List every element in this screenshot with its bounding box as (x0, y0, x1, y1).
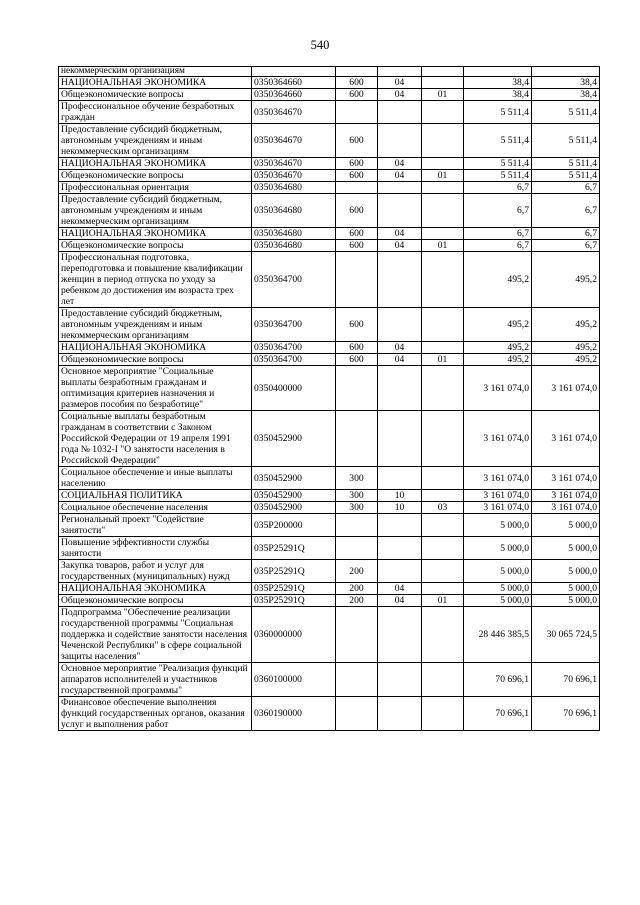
table-row (59, 252, 600, 308)
budget-table (58, 66, 600, 731)
row-sum-second-year-cell: 38,4 (532, 77, 600, 89)
row-sum-first-year-cell: 3 161 074,0 (464, 490, 532, 502)
row-name-cell: Общеэкономические вопросы (59, 354, 252, 366)
row-subsection-cell (422, 537, 464, 560)
row-expense-type-cell: 600 (336, 89, 378, 101)
row-name-cell: некоммерческим организациям (59, 67, 252, 77)
table-row (59, 583, 600, 595)
table-row (59, 158, 600, 170)
row-section-cell: 04 (378, 89, 422, 101)
row-section-cell: 10 (378, 502, 422, 514)
row-name-cell: Предоставление субсидий бюджетным, автономным учреждениям и иным некоммерческим организациям (59, 308, 252, 342)
row-expense-type-cell: 600 (336, 158, 378, 170)
row-sum-second-year-cell: 3 161 074,0 (532, 490, 600, 502)
row-section-cell (378, 366, 422, 411)
row-section-cell (378, 252, 422, 308)
row-sum-second-year-cell: 5 000,0 (532, 537, 600, 560)
row-sum-second-year-cell: 3 161 074,0 (532, 411, 600, 467)
row-sum-second-year-cell: 5 511,4 (532, 158, 600, 170)
table-row (59, 308, 600, 342)
row-name-cell: НАЦИОНАЛЬНАЯ ЭКОНОМИКА (59, 583, 252, 595)
row-sum-second-year-cell: 5 000,0 (532, 560, 600, 583)
row-code-cell: 0350400000 (252, 366, 336, 411)
row-sum-first-year-cell: 6,7 (464, 182, 532, 194)
table-row (59, 467, 600, 490)
row-name-cell: НАЦИОНАЛЬНАЯ ЭКОНОМИКА (59, 158, 252, 170)
row-code-cell: 0350364680 (252, 240, 336, 252)
row-sum-first-year-cell: 5 000,0 (464, 514, 532, 537)
row-expense-type-cell (336, 697, 378, 731)
row-expense-type-cell: 200 (336, 560, 378, 583)
row-expense-type-cell: 600 (336, 170, 378, 182)
row-section-cell: 04 (378, 354, 422, 366)
row-sum-second-year-cell: 5 000,0 (532, 595, 600, 607)
row-subsection-cell (422, 514, 464, 537)
row-sum-second-year-cell: 6,7 (532, 194, 600, 228)
row-expense-type-cell: 300 (336, 502, 378, 514)
table-row (59, 595, 600, 607)
row-code-cell: 0350364660 (252, 89, 336, 101)
row-name-cell: НАЦИОНАЛЬНАЯ ЭКОНОМИКА (59, 342, 252, 354)
row-sum-second-year-cell: 38,4 (532, 89, 600, 101)
row-section-cell (378, 308, 422, 342)
row-sum-first-year-cell: 38,4 (464, 77, 532, 89)
row-code-cell: 0350364700 (252, 342, 336, 354)
row-code-cell: 035P25291Q (252, 583, 336, 595)
row-section-cell: 04 (378, 228, 422, 240)
row-sum-second-year-cell: 495,2 (532, 252, 600, 308)
row-name-cell: Региональный проект "Содействие занятости" (59, 514, 252, 537)
row-sum-first-year-cell: 5 511,4 (464, 124, 532, 158)
row-code-cell (252, 67, 336, 77)
row-sum-second-year-cell: 5 511,4 (532, 124, 600, 158)
row-subsection-cell: 01 (422, 595, 464, 607)
row-section-cell (378, 101, 422, 124)
row-expense-type-cell: 600 (336, 342, 378, 354)
row-expense-type-cell: 300 (336, 490, 378, 502)
row-sum-second-year-cell: 495,2 (532, 308, 600, 342)
row-sum-first-year-cell: 5 000,0 (464, 595, 532, 607)
row-subsection-cell: 01 (422, 354, 464, 366)
table-row (59, 354, 600, 366)
table-row (59, 663, 600, 697)
row-subsection-cell (422, 467, 464, 490)
table-row (59, 77, 600, 89)
row-expense-type-cell: 600 (336, 240, 378, 252)
row-subsection-cell (422, 228, 464, 240)
table-row (59, 228, 600, 240)
row-subsection-cell (422, 194, 464, 228)
row-expense-type-cell (336, 607, 378, 663)
row-code-cell: 035P200000 (252, 514, 336, 537)
row-name-cell: НАЦИОНАЛЬНАЯ ЭКОНОМИКА (59, 228, 252, 240)
row-subsection-cell (422, 77, 464, 89)
row-sum-first-year-cell: 495,2 (464, 308, 532, 342)
row-expense-type-cell: 600 (336, 308, 378, 342)
row-sum-second-year-cell: 3 161 074,0 (532, 467, 600, 490)
row-expense-type-cell: 600 (336, 228, 378, 240)
row-sum-second-year-cell: 3 161 074,0 (532, 366, 600, 411)
row-subsection-cell (422, 101, 464, 124)
row-sum-first-year-cell: 495,2 (464, 342, 532, 354)
row-sum-second-year-cell (532, 67, 600, 77)
row-expense-type-cell: 600 (336, 77, 378, 89)
row-sum-first-year-cell: 6,7 (464, 240, 532, 252)
row-code-cell: 035P25291Q (252, 560, 336, 583)
row-expense-type-cell (336, 252, 378, 308)
table-row (59, 182, 600, 194)
row-section-cell (378, 124, 422, 158)
row-sum-first-year-cell: 3 161 074,0 (464, 411, 532, 467)
row-sum-second-year-cell: 70 696,1 (532, 697, 600, 731)
row-sum-second-year-cell: 495,2 (532, 342, 600, 354)
row-section-cell (378, 467, 422, 490)
row-expense-type-cell (336, 663, 378, 697)
row-expense-type-cell (336, 67, 378, 77)
row-sum-second-year-cell: 3 161 074,0 (532, 502, 600, 514)
row-subsection-cell (422, 67, 464, 77)
row-sum-first-year-cell (464, 67, 532, 77)
row-subsection-cell: 01 (422, 89, 464, 101)
row-code-cell: 0350364700 (252, 354, 336, 366)
row-subsection-cell: 01 (422, 170, 464, 182)
table-row (59, 697, 600, 731)
table-row (59, 490, 600, 502)
table-row (59, 514, 600, 537)
table-row (59, 240, 600, 252)
row-code-cell: 0350364700 (252, 252, 336, 308)
row-sum-first-year-cell: 495,2 (464, 354, 532, 366)
row-subsection-cell (422, 663, 464, 697)
row-subsection-cell (422, 342, 464, 354)
row-code-cell: 0350364670 (252, 124, 336, 158)
row-section-cell: 04 (378, 583, 422, 595)
row-subsection-cell (422, 697, 464, 731)
row-subsection-cell (422, 308, 464, 342)
row-section-cell: 04 (378, 240, 422, 252)
row-sum-first-year-cell: 28 446 385,5 (464, 607, 532, 663)
row-name-cell: Подпрограмма "Обеспечение реализации государственной программы "Социальная поддержка и содействие занятости населения Чеченской Республики" в сфере социальной защиты населения" (59, 607, 252, 663)
row-sum-first-year-cell: 6,7 (464, 194, 532, 228)
row-sum-first-year-cell: 38,4 (464, 89, 532, 101)
row-section-cell (378, 182, 422, 194)
row-subsection-cell: 03 (422, 502, 464, 514)
row-name-cell: Повышение эффективности службы занятости (59, 537, 252, 560)
table-row (59, 89, 600, 101)
row-name-cell: СОЦИАЛЬНАЯ ПОЛИТИКА (59, 490, 252, 502)
row-sum-first-year-cell: 5 000,0 (464, 560, 532, 583)
row-section-cell (378, 411, 422, 467)
row-code-cell: 0350452900 (252, 467, 336, 490)
row-sum-second-year-cell: 30 065 724,5 (532, 607, 600, 663)
row-subsection-cell (422, 411, 464, 467)
row-sum-first-year-cell: 5 511,4 (464, 101, 532, 124)
row-sum-second-year-cell: 5 511,4 (532, 170, 600, 182)
row-sum-first-year-cell: 6,7 (464, 228, 532, 240)
row-section-cell: 10 (378, 490, 422, 502)
row-expense-type-cell (336, 537, 378, 560)
row-section-cell (378, 514, 422, 537)
row-section-cell (378, 697, 422, 731)
row-subsection-cell: 01 (422, 240, 464, 252)
row-subsection-cell (422, 182, 464, 194)
row-sum-second-year-cell: 5 000,0 (532, 583, 600, 595)
row-section-cell (378, 607, 422, 663)
row-expense-type-cell: 200 (336, 583, 378, 595)
table-row (59, 342, 600, 354)
row-expense-type-cell (336, 366, 378, 411)
row-name-cell: Основное мероприятие "Реализация функций аппаратов исполнителей и участников государственной программы" (59, 663, 252, 697)
row-code-cell: 0350364670 (252, 170, 336, 182)
table-row (59, 560, 600, 583)
table-row (59, 607, 600, 663)
row-name-cell: Профессиональная ориентация (59, 182, 252, 194)
table-row (59, 170, 600, 182)
row-expense-type-cell (336, 411, 378, 467)
row-sum-first-year-cell: 70 696,1 (464, 663, 532, 697)
row-code-cell: 035P25291Q (252, 537, 336, 560)
row-code-cell: 0360190000 (252, 697, 336, 731)
row-expense-type-cell (336, 182, 378, 194)
row-expense-type-cell: 200 (336, 595, 378, 607)
row-expense-type-cell: 600 (336, 354, 378, 366)
row-name-cell: Общеэкономические вопросы (59, 170, 252, 182)
row-name-cell: Финансовое обеспечение выполнения функций государственных органов, оказания услуг и выполнения работ (59, 697, 252, 731)
row-name-cell: Социальное обеспечение населения (59, 502, 252, 514)
row-sum-first-year-cell: 5 511,4 (464, 158, 532, 170)
row-name-cell: Общеэкономические вопросы (59, 595, 252, 607)
row-section-cell: 04 (378, 342, 422, 354)
row-subsection-cell (422, 252, 464, 308)
row-name-cell: Общеэкономические вопросы (59, 240, 252, 252)
row-sum-first-year-cell: 5 000,0 (464, 537, 532, 560)
row-subsection-cell (422, 158, 464, 170)
row-code-cell: 0350364680 (252, 194, 336, 228)
table-row (59, 101, 600, 124)
row-sum-second-year-cell: 70 696,1 (532, 663, 600, 697)
table-row (59, 502, 600, 514)
row-expense-type-cell (336, 101, 378, 124)
row-code-cell: 0350452900 (252, 411, 336, 467)
row-name-cell: Профессиональная подготовка, переподготовка и повышение квалификации женщин в период отпуска по уходу за ребенком до достижения им возраста трех лет (59, 252, 252, 308)
row-sum-first-year-cell: 5 000,0 (464, 583, 532, 595)
table-row (59, 411, 600, 467)
row-sum-first-year-cell: 5 511,4 (464, 170, 532, 182)
row-name-cell: НАЦИОНАЛЬНАЯ ЭКОНОМИКА (59, 77, 252, 89)
row-section-cell (378, 67, 422, 77)
table-row (59, 67, 600, 77)
row-name-cell: Социальные выплаты безработным гражданам в соответствии с Законом Российской Федерации от 19 апреля 1991 года № 1032-I "О занятости населения в Российской Федерации" (59, 411, 252, 467)
row-section-cell: 04 (378, 170, 422, 182)
row-sum-second-year-cell: 5 511,4 (532, 101, 600, 124)
row-name-cell: Общеэкономические вопросы (59, 89, 252, 101)
row-code-cell: 0350364670 (252, 101, 336, 124)
row-sum-second-year-cell: 6,7 (532, 228, 600, 240)
row-sum-second-year-cell: 6,7 (532, 240, 600, 252)
row-section-cell (378, 194, 422, 228)
row-section-cell (378, 663, 422, 697)
row-section-cell: 04 (378, 77, 422, 89)
row-subsection-cell (422, 560, 464, 583)
row-code-cell: 0350364660 (252, 77, 336, 89)
row-name-cell: Профессиональное обучение безработных граждан (59, 101, 252, 124)
row-name-cell: Основное мероприятие "Социальные выплаты безработным гражданам и оптимизация критериев назначения и размеров пособия по безработице" (59, 366, 252, 411)
row-code-cell: 0350452900 (252, 490, 336, 502)
row-subsection-cell (422, 490, 464, 502)
row-code-cell: 0350364680 (252, 182, 336, 194)
row-code-cell: 0360100000 (252, 663, 336, 697)
table-row (59, 537, 600, 560)
row-name-cell: Закупка товаров, работ и услуг для государственных (муниципальных) нужд (59, 560, 252, 583)
row-section-cell: 04 (378, 158, 422, 170)
row-name-cell: Социальное обеспечение и иные выплаты населению (59, 467, 252, 490)
row-section-cell: 04 (378, 595, 422, 607)
table-row (59, 124, 600, 158)
row-subsection-cell (422, 583, 464, 595)
row-subsection-cell (422, 607, 464, 663)
row-subsection-cell (422, 366, 464, 411)
row-expense-type-cell: 600 (336, 124, 378, 158)
page-number: 540 (310, 38, 330, 52)
table-row (59, 194, 600, 228)
row-sum-first-year-cell: 3 161 074,0 (464, 467, 532, 490)
row-code-cell: 0350364680 (252, 228, 336, 240)
row-sum-first-year-cell: 495,2 (464, 252, 532, 308)
row-code-cell: 035P25291Q (252, 595, 336, 607)
budget-table-body (59, 67, 600, 731)
row-sum-second-year-cell: 6,7 (532, 182, 600, 194)
row-sum-second-year-cell: 495,2 (532, 354, 600, 366)
row-expense-type-cell: 300 (336, 467, 378, 490)
row-section-cell (378, 560, 422, 583)
row-sum-first-year-cell: 3 161 074,0 (464, 502, 532, 514)
row-sum-second-year-cell: 5 000,0 (532, 514, 600, 537)
row-section-cell (378, 537, 422, 560)
row-code-cell: 0350364670 (252, 158, 336, 170)
table-row (59, 366, 600, 411)
row-code-cell: 0360000000 (252, 607, 336, 663)
row-subsection-cell (422, 124, 464, 158)
row-expense-type-cell (336, 514, 378, 537)
row-name-cell: Предоставление субсидий бюджетным, автономным учреждениям и иным некоммерческим организациям (59, 194, 252, 228)
row-code-cell: 0350364700 (252, 308, 336, 342)
row-code-cell: 0350452900 (252, 502, 336, 514)
row-sum-first-year-cell: 70 696,1 (464, 697, 532, 731)
row-expense-type-cell: 600 (336, 194, 378, 228)
row-name-cell: Предоставление субсидий бюджетным, автономным учреждениям и иным некоммерческим организациям (59, 124, 252, 158)
row-sum-first-year-cell: 3 161 074,0 (464, 366, 532, 411)
